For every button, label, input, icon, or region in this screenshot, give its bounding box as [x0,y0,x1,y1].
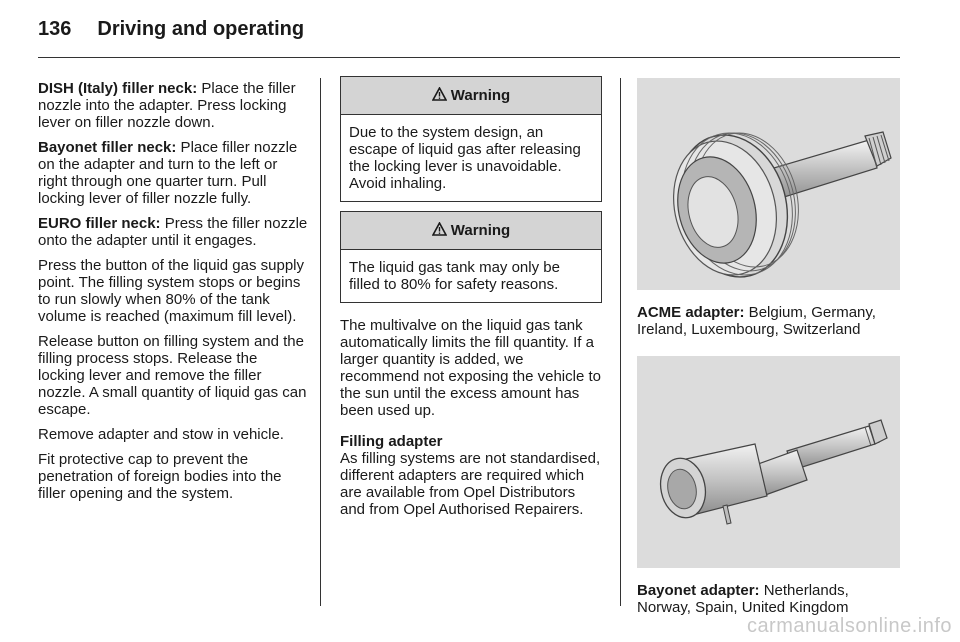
warning-body: Due to the system design, an escape of liquid gas after releasing the locking lever is unavoidable. Avoid inhaling. [349,124,581,192]
warning-triangle-icon [432,222,447,239]
warning-header [341,77,601,115]
multivalve-paragraph: The multivalve on the liquid gas tank automatically limits the fill quantity. If a larger quantity is added, we recommend not exposing the vehicle to the sun until the excess amount has been used up. [340,317,601,419]
column-2 [340,76,602,518]
bayonet-adapter-illustration [637,356,900,568]
paragraph-text: Place the filler nozzle into the adapter. Press locking lever on filler nozzle down. [38,80,296,131]
warning-title: Warning [450,222,511,239]
caption-text: Belgium, Germany, Ireland, Luxembourg, Switzerland [637,304,876,338]
caption-lead: Bayonet adapter: [637,582,760,599]
watermark: carmanualsonline.info [746,615,952,637]
paragraph-bayonet [38,139,308,207]
paragraph-lead: DISH (Italy) filler neck: [38,80,198,97]
paragraph-lead: EURO filler neck: [38,215,161,232]
filling-adapter-paragraph: As filling systems are not standardised, different adapters are required which are available from Opel Distributors and from Opel Authorised Repairers. [340,450,601,518]
warning-box-1 [340,76,602,202]
paragraph-protective-cap: Fit protective cap to prevent the penetration of foreign bodies into the filler opening and the system. [38,451,282,502]
caption-text: Netherlands, Norway, Spain, United Kingdom [637,582,849,616]
warning-header [341,212,601,250]
warning-body: The liquid gas tank may only be filled to 80% for safety reasons. [349,259,560,293]
header-rule [38,57,900,58]
page-title: Driving and operating [97,18,305,40]
page-number: 136 [38,18,72,40]
column-1 [38,80,308,510]
column-divider-2 [620,78,621,606]
acme-adapter-illustration [637,78,900,290]
column-3 [637,76,902,634]
paragraph-press-button: Press the button of the liquid gas supply point. The filling system stops or begins to run slowly when 80% of the tank volume is reached (maximum fill level). [38,257,305,325]
warning-title: Warning [450,87,511,104]
paragraph-lead: Bayonet filler neck: [38,139,177,156]
warning-triangle-icon [432,87,447,104]
paragraph-text: Place filler nozzle on the adapter and turn to the left or right through one quarter turn. Pull locking lever of filler nozzle fully. [38,139,298,207]
acme-adapter-caption [637,304,902,338]
paragraph-release-button: Release button on filling system and the filling process stops. Release the locking lever and remove the filler nozzle. A small quantity of liquid gas can escape. [38,333,307,418]
paragraph-dish [38,80,308,131]
bayonet-adapter-caption [637,582,902,616]
column-divider-1 [320,78,321,606]
paragraph-text: Press the filler nozzle onto the adapter until it engages. [38,215,308,249]
filling-adapter-heading: Filling adapter [340,433,443,450]
page-header [38,18,304,48]
caption-lead: ACME adapter: [637,304,745,321]
warning-box-2 [340,211,602,303]
paragraph-euro [38,215,308,249]
paragraph-remove-adapter: Remove adapter and stow in vehicle. [38,426,284,443]
